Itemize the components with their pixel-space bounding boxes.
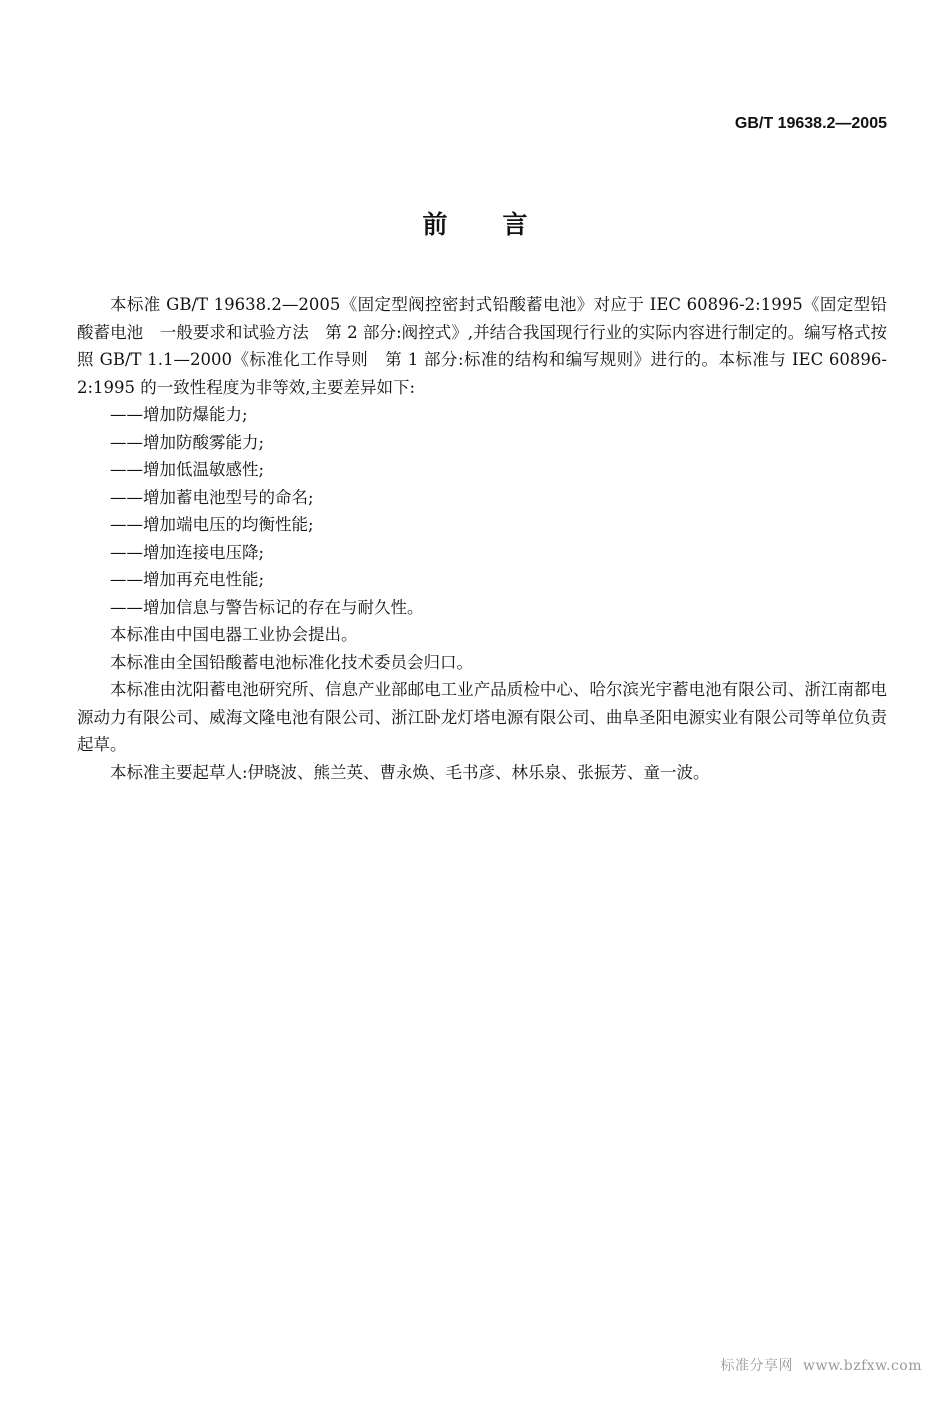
watermark-site-url[interactable]: www.bzfxw.com bbox=[803, 1358, 922, 1374]
difference-item: ——增加连接电压降; bbox=[110, 542, 265, 562]
difference-item: ——增加端电压的均衡性能; bbox=[110, 515, 314, 534]
standard-number: GB/T 19638.2—2005 bbox=[734, 115, 887, 132]
difference-item: ——增加低温敏感性; bbox=[110, 460, 265, 479]
difference-item: ——增加蓄电池型号的命名; bbox=[110, 487, 314, 507]
difference-item: ——增加信息与警告标记的存在与耐久性。 bbox=[110, 597, 424, 617]
difference-item: ——增加再充电性能; bbox=[110, 570, 265, 589]
difference-item: ——增加防酸雾能力; bbox=[110, 432, 265, 452]
watermark-site-name: 标准分享网 bbox=[720, 1358, 794, 1374]
drafters-paragraph: 本标准主要起草人:伊晓波、熊兰英、曹永焕、毛书彦、林乐泉、张振芳、童一波。 bbox=[110, 762, 710, 782]
intro-paragraph: 本标准 GB/T 19638.2—2005《固定型阀控密封式铅酸蓄电池》对应于 IEC 60896-2:1995《固定型铅酸蓄电池 一般要求和试验方法 第 2 部分:阀控式》,并结合我国现行行业的实际内容进行制定的。编写格式按照 GB/T 1.1—2000《标准化工作导则 第 1 部分:标准的结构和编写规则》进行的。本标准与 IEC 60896-2:1995 的一致性程度为非等效,主要差异如下: bbox=[77, 295, 887, 397]
foreword-body bbox=[77, 291, 887, 786]
proposer-paragraph: 本标准由中国电器工业协会提出。 bbox=[110, 625, 358, 644]
drafting-units-paragraph: 本标准由沈阳蓄电池研究所、信息产业部邮电工业产品质检中心、哈尔滨光宇蓄电池有限公司、浙江南都电源动力有限公司、威海文隆电池有限公司、浙江卧龙灯塔电源有限公司、曲阜圣阳电源实业有限公司等单位负责起草。 bbox=[77, 680, 887, 754]
difference-item: ——增加防爆能力; bbox=[110, 405, 248, 424]
page-title: 前言 bbox=[422, 210, 583, 239]
centralized-paragraph: 本标准由全国铅酸蓄电池标准化技术委员会归口。 bbox=[110, 652, 473, 672]
site-watermark bbox=[711, 1355, 922, 1375]
